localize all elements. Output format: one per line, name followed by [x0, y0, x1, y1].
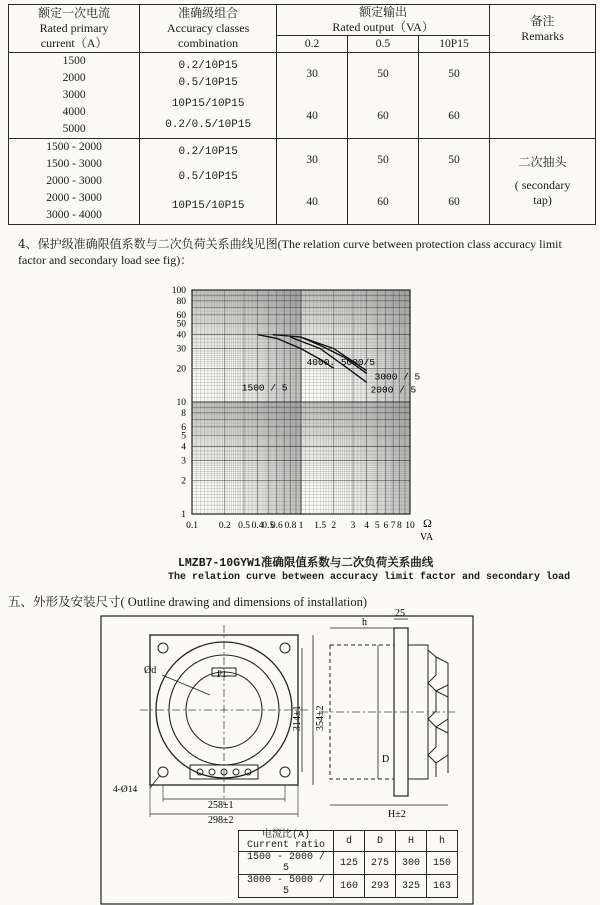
remarks-en: Remarks	[521, 28, 564, 43]
col-d: d	[334, 831, 365, 852]
current-value: 1500 - 2000	[46, 141, 102, 153]
mount-hole	[280, 767, 290, 777]
class-value: 10P15/10P15	[171, 200, 245, 212]
output-cn: 额定输出	[359, 5, 408, 19]
x-tick-label: 10	[405, 521, 415, 531]
col-h: h	[427, 831, 458, 852]
current-value: 2000 - 3000	[46, 192, 102, 204]
dim-25: 25	[395, 608, 405, 619]
remarks-cn: 备注	[530, 13, 555, 28]
spec-table	[8, 4, 596, 225]
x-unit-label: Ω	[423, 516, 432, 530]
section4-title-en: (The relation curve between protection class accuracy limit factor and secondary load see fig)：	[18, 237, 562, 267]
group1-remark	[490, 53, 596, 139]
accuracy-header	[140, 5, 277, 53]
table-row	[239, 852, 458, 875]
dim-258: 258±1	[208, 800, 234, 811]
va-value: 40	[306, 196, 318, 208]
output-col-10p15: 10P15	[418, 36, 489, 53]
va-value: 60	[377, 196, 389, 208]
va-value: 40	[306, 110, 318, 122]
remark-en2: tap)	[533, 193, 552, 207]
remark-en1: ( secondary	[514, 178, 571, 192]
y-tick-label: 40	[176, 330, 186, 341]
va-value: 30	[306, 68, 318, 80]
rated-current-en1: Rated primary	[39, 21, 109, 35]
mount-hole	[280, 643, 290, 653]
accuracy-cn: 准确级组合	[178, 6, 239, 20]
current-value: 3000 - 4000	[46, 209, 102, 221]
va-value: 60	[377, 110, 389, 122]
mount-hole	[158, 643, 168, 653]
y-tick-labels	[172, 286, 187, 520]
y-tick-label: 50	[176, 319, 186, 330]
y-tick-label: 100	[171, 286, 186, 296]
dim-cell: 293	[365, 875, 396, 898]
group2-col-02	[277, 139, 348, 225]
dim-cell: 325	[396, 875, 427, 898]
section4-heading	[18, 236, 592, 268]
y-tick-label: 1	[181, 510, 186, 520]
dim-D: D	[382, 754, 390, 765]
ratio-header	[239, 831, 334, 852]
y-tick-label: 3	[181, 456, 186, 467]
current-value: 3000	[62, 89, 86, 101]
va-value: 30	[306, 154, 318, 166]
x-tick-label: 0.5	[262, 521, 275, 531]
x-tick-label: 3	[350, 521, 356, 531]
group1-col-10p15	[418, 53, 489, 139]
output-col-02: 0.2	[277, 36, 348, 53]
x-axis-label: VA	[420, 532, 434, 543]
class-value: 10P15/10P15	[171, 97, 245, 110]
y-tick-label: 20	[176, 364, 186, 375]
x-tick-label: 0.2	[218, 521, 231, 531]
section5-title: 五、外形及安装尺寸	[8, 594, 121, 609]
va-value: 50	[448, 154, 460, 166]
x-tick-label: 0.6	[270, 521, 283, 531]
x-tick-label: 0.4	[251, 521, 264, 531]
remark-cn: 二次抽头	[518, 155, 567, 169]
accuracy-en2: combination	[178, 36, 239, 50]
y-tick-label: 80	[176, 296, 186, 307]
va-value: 60	[448, 110, 460, 122]
series-label: 1500 / 5	[241, 382, 288, 394]
output-header	[277, 5, 490, 36]
series-label: 4000. 5000/5	[306, 356, 376, 368]
x-tick-label: 1.5	[314, 521, 327, 531]
class-value: 0.5/10P15	[178, 76, 238, 89]
x-tick-label: 8	[397, 521, 402, 531]
y-tick-label: 30	[176, 344, 186, 355]
y-tick-label: 10	[176, 398, 186, 408]
hole-label: 4-Ø14	[113, 785, 138, 795]
dimensions-table	[238, 830, 458, 898]
group1-col-05	[348, 53, 419, 139]
accuracy-limit-chart	[0, 278, 600, 578]
rated-current-cn: 额定一次电流	[38, 6, 111, 20]
ratio-header-cn: 电流比(A)	[261, 830, 310, 841]
rated-current-header	[9, 5, 140, 53]
dim-cell: 125	[334, 852, 365, 875]
y-tick-label: 8	[181, 408, 186, 419]
class-value: 0.2/10P15	[178, 146, 238, 158]
x-tick-label: 0.8	[284, 521, 297, 531]
dim-354: 354±2	[315, 705, 326, 731]
accuracy-en1: Accuracy classes	[167, 21, 250, 35]
chart-caption-cn: LMZB7-10GYW1准确限值系数与二次负荷关系曲线	[178, 557, 434, 570]
ratio-cell: 3000 - 5000 / 5	[239, 875, 334, 898]
current-value: 2000	[62, 72, 86, 84]
x-tick-label: 2	[331, 521, 337, 531]
class-value: 0.2/0.5/10P15	[165, 118, 252, 131]
group1-currents	[9, 53, 140, 139]
side-view	[320, 608, 455, 820]
dim-298: 298±2	[208, 815, 234, 826]
y-tick-label: 6	[181, 422, 186, 433]
col-D: D	[365, 831, 396, 852]
output-col-05: 0.5	[348, 36, 419, 53]
y-tick-label: 2	[181, 476, 186, 487]
series-label: 3000 / 5	[374, 371, 421, 383]
x-tick-label: 1	[298, 521, 304, 531]
x-tick-labels	[186, 521, 415, 531]
dim-cell: 160	[334, 875, 365, 898]
col-H: H	[396, 831, 427, 852]
p1-label: P1	[217, 669, 227, 679]
x-tick-label: 0.1	[186, 521, 198, 531]
y-tick-label: 60	[176, 310, 186, 321]
current-value: 4000	[62, 106, 86, 118]
section5-title-en: ( Outline drawing and dimensions of installation)	[120, 595, 367, 609]
output-en: Rated output（VA）	[332, 20, 434, 34]
inner-diameter-label: Ød	[144, 665, 157, 676]
dim-cell: 150	[427, 852, 458, 875]
group2-col-10p15	[418, 139, 489, 225]
va-value: 50	[377, 68, 389, 80]
rated-current-en2: current（A）	[40, 36, 108, 50]
class-value: 0.5/10P15	[178, 171, 238, 183]
dim-cell: 275	[365, 852, 396, 875]
va-value: 50	[377, 154, 389, 166]
va-value: 50	[448, 68, 460, 80]
series-label: 2000 / 5	[370, 384, 417, 396]
va-value: 60	[448, 196, 460, 208]
y-tick-label: 4	[181, 442, 186, 453]
current-value: 2000 - 3000	[46, 175, 102, 187]
chart-grid	[192, 290, 410, 514]
current-value: 1500	[62, 55, 86, 67]
current-value: 1500 - 3000	[46, 158, 102, 170]
x-tick-label: 4	[364, 521, 369, 531]
x-tick-label: 5	[374, 521, 380, 531]
y-tick-label: 5	[181, 431, 186, 442]
group2-classes	[140, 139, 277, 225]
x-tick-label: 7	[390, 521, 396, 531]
table-row	[239, 875, 458, 898]
group2-currents	[9, 139, 140, 225]
dim-cell: 300	[396, 852, 427, 875]
group1-col-02	[277, 53, 348, 139]
ratio-cell: 1500 - 2000 / 5	[239, 852, 334, 875]
group1-classes	[140, 53, 277, 139]
ratio-header-en: Current ratio	[246, 840, 325, 851]
remarks-header	[490, 5, 596, 53]
x-tick-label: 6	[383, 521, 389, 531]
dim-cell: 163	[427, 875, 458, 898]
dim-h: h	[362, 617, 367, 628]
current-value: 5000	[62, 123, 86, 135]
section4-title: 4、保护级准确限值系数与二次负荷关系曲线见图	[18, 237, 278, 251]
dim-314: 314±1	[292, 705, 303, 731]
group2-col-05	[348, 139, 419, 225]
x-tick-label: 0.5	[238, 521, 250, 531]
class-value: 0.2/10P15	[178, 59, 238, 72]
group2-remark	[490, 139, 596, 225]
dim-H: H±2	[388, 809, 406, 820]
chart-caption-en: The relation curve between accuracy limit factor and secondary load	[168, 572, 571, 583]
